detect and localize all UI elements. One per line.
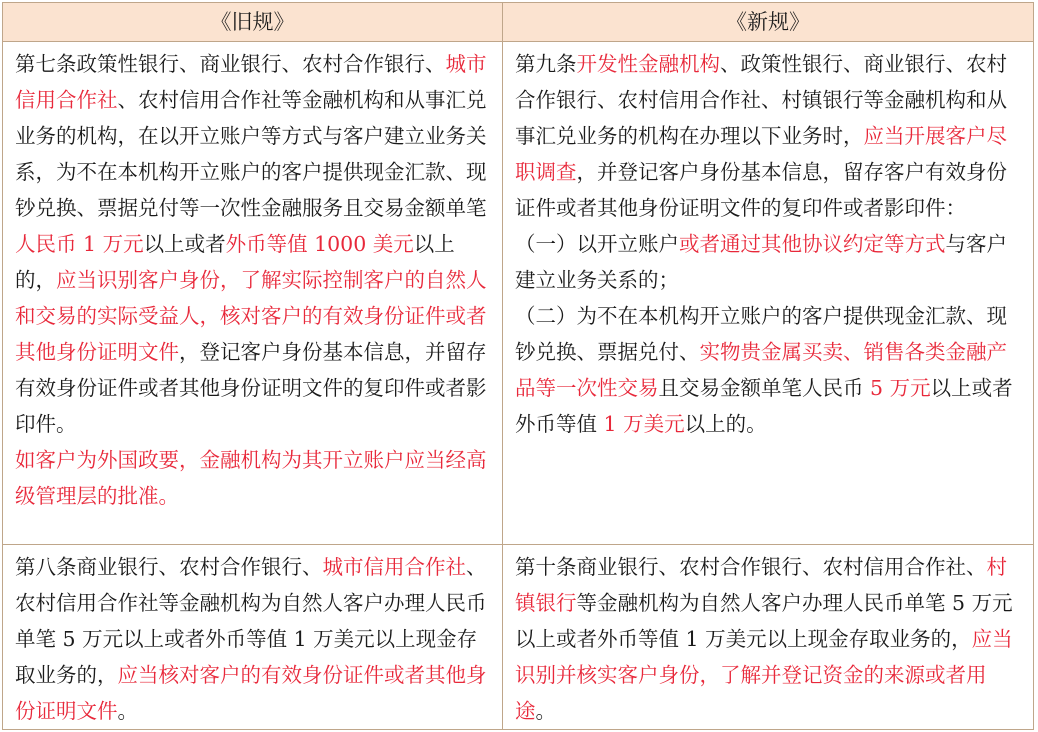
rule-paragraph	[15, 549, 494, 729]
rule-paragraph	[15, 442, 494, 514]
rule-text: 。	[117, 699, 138, 723]
highlighted-change-text: 应当开展客户尽职调查	[515, 124, 1007, 184]
table-row	[3, 545, 1034, 730]
comparison-table	[2, 2, 1034, 730]
old-rule-cell	[3, 42, 503, 545]
rule-text: 与客户建立业务关系的；	[515, 232, 1007, 292]
highlighted-change-text: 实物贵金属买卖、销售各类金融产品等一次性交易	[515, 340, 1007, 400]
rule-text: （一）以开立账户	[515, 232, 679, 256]
highlighted-change-text: 城市信用合作社	[322, 555, 466, 579]
rule-paragraph	[15, 46, 494, 442]
new-rule-cell	[503, 42, 1034, 545]
table-row	[3, 42, 1034, 545]
highlighted-change-text: 应当识别客户身份，了解实际控制客户的自然人和交易的实际受益人，核对客户的有效身份证件或者其他身份证明文件	[15, 268, 487, 364]
rule-text: 以上的，	[15, 232, 455, 292]
rule-paragraph	[515, 549, 1025, 729]
rule-paragraph	[515, 46, 1025, 226]
highlighted-change-text: 应当核对客户的有效身份证件或者其他身份证明文件	[15, 663, 487, 723]
highlighted-change-text: 1 万美元	[603, 412, 685, 436]
highlighted-change-text: 如客户为外国政要，金融机构为其开立账户应当经高级管理层的批准。	[15, 448, 487, 508]
highlighted-change-text: 应当识别并核实客户身份，了解并登记资金的来源或者用途	[515, 627, 1013, 723]
rule-text: 、农村信用合作社等金融机构和从事汇兑业务的机构，在以开立账户等方式与客户建立业务关系，为不在本机构开立账户的客户提供现金汇款、现钞兑换、票据兑付等一次性金融服务且交易金额单笔	[15, 88, 487, 220]
header-new-rules: 《新规》	[503, 3, 1034, 42]
rule-text: 等金融机构为自然人客户办理人民币单笔 5 万元以上或者外币等值 1 万美元以上现金存取业务的，	[515, 591, 1013, 651]
rule-text: 以上的。	[684, 412, 767, 436]
rule-text: ，并登记客户身份基本信息，留存客户有效身份证件或者其他身份证明文件的复印件或者影印件：	[515, 160, 1007, 220]
rule-text: 第七条政策性银行、商业银行、农村合作银行、	[15, 52, 446, 76]
rule-text: ，登记客户身份基本信息，并留存有效身份证件或者其他身份证明文件的复印件或者影印件。	[15, 340, 487, 436]
highlighted-change-text: 村镇银行	[515, 555, 1007, 615]
old-rule-cell	[3, 545, 503, 730]
rule-paragraph	[515, 226, 1025, 298]
rule-text: 第八条商业银行、农村合作银行、	[15, 555, 323, 579]
rule-text: 第九条	[515, 52, 577, 76]
rule-text: （二）为不在本机构开立账户的客户提供现金汇款、现钞兑换、票据兑付、	[515, 304, 1007, 364]
rule-text: 。	[535, 699, 556, 723]
highlighted-change-text: 城市信用合作社	[15, 52, 487, 112]
new-rule-cell	[503, 545, 1034, 730]
header-row	[3, 3, 1034, 42]
highlighted-change-text: 人民币 1 万元	[15, 232, 144, 256]
rule-text: 且交易金额单笔人民币	[658, 376, 871, 400]
highlighted-change-text: 外币等值 1000 美元	[225, 232, 414, 256]
rule-text: 以上或者外币等值	[515, 376, 1013, 436]
header-old-rules: 《旧规》	[3, 3, 503, 42]
rule-text: 、政策性银行、商业银行、农村合作银行、农村信用合作社、村镇银行等金融机构和从事汇兑业务的机构在办理以下业务时，	[515, 52, 1007, 148]
rule-text: 以上或者	[143, 232, 226, 256]
rule-text: 第十条商业银行、农村合作银行、农村信用合作社、	[515, 555, 987, 579]
rule-text: 、农村信用合作社等金融机构为自然人客户办理人民币单笔 5 万元以上或者外币等值 1 万美元以上现金存取业务的，	[15, 555, 487, 687]
highlighted-change-text: 或者通过其他协议约定等方式	[679, 232, 946, 256]
highlighted-change-text: 5 万元	[870, 376, 931, 400]
rule-paragraph	[515, 298, 1025, 442]
highlighted-change-text: 开发性金融机构	[576, 52, 720, 76]
